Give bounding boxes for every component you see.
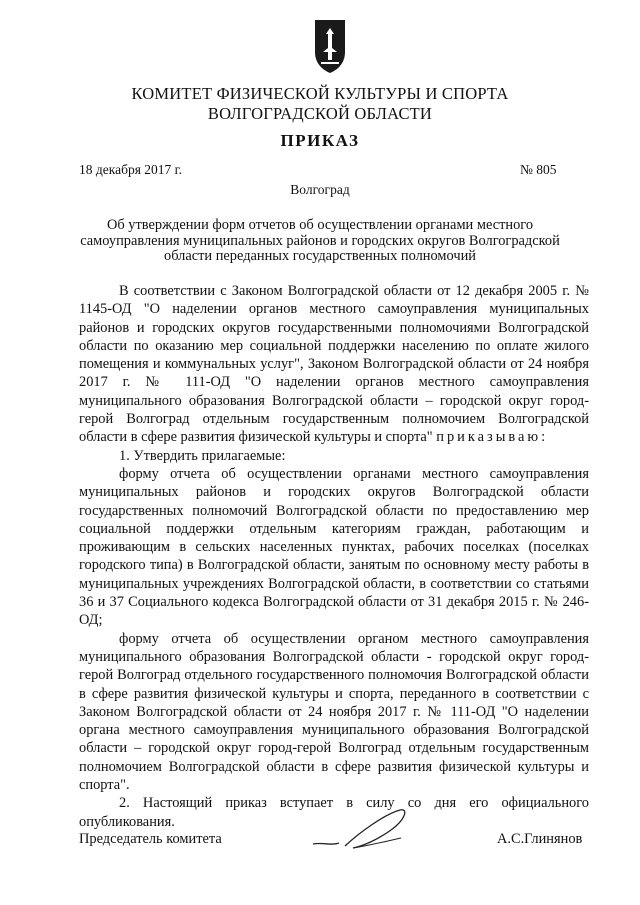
- org-name-line-2: ВОЛГОГРАДСКОЙ ОБЛАСТИ: [207, 104, 433, 123]
- body-paragraph-form-1: форму отчета об осуществлении органами местного самоуправления муниципальных районов и городских округов Волгоградской области государственных полномочий Волгоградской области по предоставлению мер социальной поддержки отдельным категориям граждан, работающим и проживающим в сельских населенных пунктах, рабочих поселках (поселках городского типа) в Волгоградской области, занятым по основному месту работы в муниципальных учреждениях Волгоградской области, в соответствии со статьями 36 и 37 Социального кодекса Волгоградской области от 31 декабря 2015 г. № 246-ОД;: [79, 465, 589, 629]
- body-paragraph-form-2: форму отчета об осуществлении органом местного самоуправления муниципального образования Волгоградской области - городской округ город-герой Волгоград отдельного государственного полномочия Волгоградской области в сфере развития физической культуры и спорта, переданного в соответствии с Законом Волгоградской области от 24 ноября 2017 г. № 111-ОД "О наделении органа местного самоуправления муниципального образования Волгоградской области – городской округ город-герой Волгоград отдельным государственным полномочием Волгоградской области в сфере развития физической культуры и спорта".: [79, 630, 589, 794]
- body-paragraph-effect: 2. Настоящий приказ вступает в силу со дня его официального опубликования.: [79, 795, 589, 830]
- coat-of-arms-icon: [311, 18, 349, 74]
- decree-word: приказываю:: [436, 429, 549, 446]
- document-date: 18 декабря 2017 г.: [79, 162, 183, 177]
- preamble-text: В соответствии с Законом Волгоградской области от 12 декабря 2005 г. № 1145-ОД "О наделении органов местного самоуправления муниципальных районов и городских округов государственными полномочиями Волгоградской области по оказанию мер социальной поддержки населению по оплате жилого помещения и коммунальных услуг", Законом Волгоградской области от 24 ноября 2017 г. № 111-ОД "О наделении органов местного самоуправления муниципального образования Волгоградской области – городской округ город-герой Волгоград отдельным государственным полномочием Волгоградской области в сфере развития физической культуры и спорта": [79, 283, 589, 446]
- body-paragraph-preamble: [79, 282, 589, 447]
- signatory-role: Председатель комитета: [79, 831, 222, 847]
- document-number: № 805: [520, 162, 557, 177]
- document-subject: Об утверждении форм отчетов об осуществлении органами местного самоуправления муниципальных районов и городских округов Волгоградской области переданных государственных полномочий: [80, 217, 560, 264]
- document-body: [79, 282, 589, 831]
- document-type-title: ПРИКАЗ: [280, 131, 360, 150]
- handwritten-signature: [305, 802, 415, 862]
- signatory-name: А.С.Глинянов: [497, 831, 583, 847]
- body-paragraph-approve: 1. Утвердить прилагаемые:: [119, 447, 286, 464]
- document-city: Волгоград: [290, 182, 350, 197]
- org-name-line-1: КОМИТЕТ ФИЗИЧЕСКОЙ КУЛЬТУРЫ И СПОРТА: [131, 84, 509, 103]
